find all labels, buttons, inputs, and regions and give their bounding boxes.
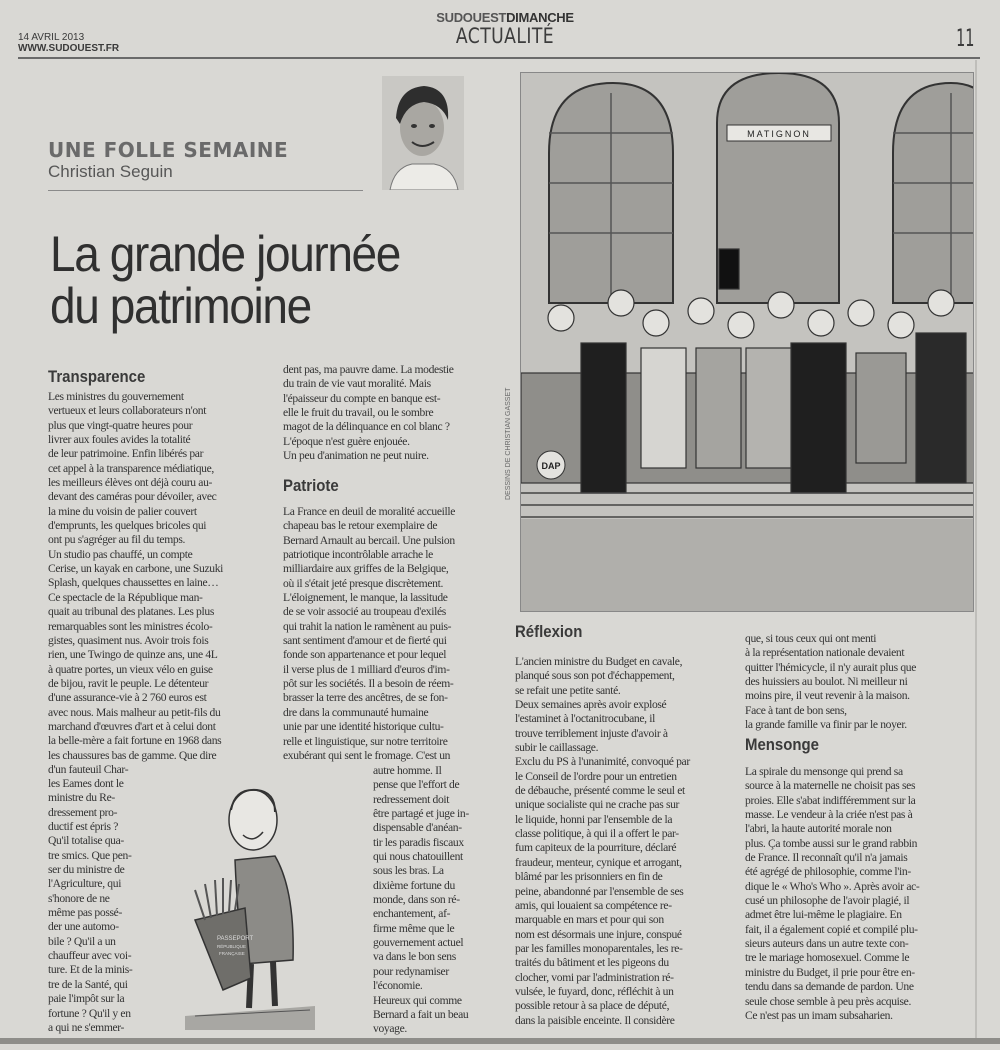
page-number: 11	[956, 24, 975, 52]
author-portrait	[382, 76, 464, 190]
section-body-patriote-narrow: autre homme. Il pense que l'effort de redressement doit être partagé et juge in- dispensable d'anéan- tir les paradis fiscaux qui nous chatouillent sous les bras. La dixième fortune du monde, dans son ré- enchantement, af- firme même que le gouvernement actuel va dans le bon sens pour redynamiser l'économie. Heureux qui comme Bernard a fait un beau voyage.	[373, 764, 469, 1036]
brand-bold: DIMANCHE	[506, 10, 574, 25]
dap-bag-label: DAP	[541, 461, 561, 471]
illustration-credit: DESSINS DE CHRISTIAN GASSET	[505, 387, 512, 500]
brand-light: SUDOUEST	[436, 10, 507, 25]
minister-caricature	[165, 780, 315, 1030]
newspaper-brand	[430, 10, 580, 25]
section-body-transparence: Les ministres du gouvernement vertueux et leurs collaborateurs n'ont plus que vingt-quatre heures pour livrer aux foules avides la totalité de leur patrimoine. Enfin libérés par cet appel à la transparence médiatique, les meilleurs élèves ont déjà couru au- devant des caméras pour dévoiler, avec la mine du voisin de palier couvert d'emprunts, les quelques bricoles qui ont pu s'agréger au fil du temps. Un studio pas chauffé, un compte Cerise, un kayak en carbone, une Suzuki Splash, quelques chaussettes en laine… Ce spectacle de la République man- quait au tribunal des platanes. Les plus remarquables sont les ministres écolo- gistes, quasiment nus. Avoir trois fois rien, une Twingo de quinze ans, une 4L à quatre portes, un vieux vélo en guise de bijou, ravit le peuple. Le détenteur d'une assurance-vie à 2 760 euros est avec nous. Mais malheur au petit-fils du marchand d'œuvres d'art et à celui dont la belle-mère a fait fortune en 1968 dans les chaussures bas de gamme. Que dire d'un fauteuil Char-	[48, 390, 224, 776]
masthead	[430, 10, 580, 47]
title-line-2: du patrimoine	[50, 278, 311, 334]
header-divider	[18, 57, 980, 59]
section-body-patriote: La France en deuil de moralité accueille chapeau bas le retour exemplaire de Bernard Arnault au bercail. Une pulsion patriotique incontrôlable arrache le milliardaire aux griffes de la Belgique, où il s'était jeté presque discrètement. L'éloignement, le manque, la lassitude de se voir associé au troupeau d'exilés qui trahit la nation le ramènent au puis- sant sentiment d'amour et de fierté qui fonde son appartenance et pour lequel il verse plus de 1 milliard d'euros d'im- pôt sur les sociétés. Il a besoin de réem- brasser la terre des ancêtres, de se fon- dre dans la communauté humaine unie par une identité historique cultu- relle et linguistique, sur notre territoire exubérant qui sent le fromage. C'est un	[283, 505, 456, 762]
section-body-reflexion: L'ancien ministre du Budget en cavale, planqué sous son pot d'échappement, se refait une petite santé. Deux semaines après avoir explosé l'estaminet à l'octanitrocubane, il trouve terriblement injuste d'avoir à subir le caillassage. Exclu du PS à l'unanimité, convoqué par le Conseil de l'ordre pour un entretien de débauche, présenté comme le seul et unique socialiste qui ne crache pas sur le liquide, honni par l'ensemble de la classe politique, à qui il a offert le par- fum capiteux de la pourriture, déclaré fraudeur, menteur, cynique et arrogant, blâmé par les prisonniers en fin de peine, abandonné par l'ensemble de ses amis, qui louaient sa compétence re- marquable en mars et pour qui son nom est désormais une injure, conspué par les familles monoparentales, les re- traités du bâtiment et les pigeons du clocher, vomi par l'administration ré- vulsée, le fuyard, donc, réfléchit à un possible retour à sa place de député, dans la paisible enceinte. Il considère	[515, 655, 690, 1027]
article-title	[50, 228, 400, 332]
footer-divider	[0, 1038, 1000, 1044]
section-body-transparence-continued: dent pas, ma pauvre dame. La modestie du train de vie vaut moralité. Mais l'épaisseur du compte en banque est- elle le fruit du travail, ou le sombre magot de la délinquance en col blanc ? L'époque n'est guère enjouée. Un peu d'animation ne peut nuire.	[283, 363, 454, 463]
author-name: Christian Seguin	[48, 162, 173, 181]
section-heading-transparence: Transparence	[48, 367, 146, 386]
passport-label: PASSEPORT	[217, 936, 254, 942]
website-link[interactable]: WWW.SUDOUEST.FR	[18, 43, 120, 54]
matignon-cartoon	[520, 72, 974, 612]
title-line-1: La grande journée	[50, 226, 400, 282]
section-name: ACTUALITÉ	[455, 24, 555, 48]
right-margin-rule	[975, 60, 977, 1040]
matignon-sign: MATIGNON	[747, 129, 811, 139]
section-heading-mensonge: Mensonge	[745, 735, 819, 754]
issue-date-block	[18, 32, 119, 54]
section-body-mensonge: La spirale du mensonge qui prend sa source à la maternelle ne choisit pas ses proies. Elle s'abat indifféremment sur la masse. Le vendeur à la criée n'est pas à l'abri, la haute autorité morale non plus. Ça tombe aussi sur le grand rabbin de France. Il reconnaît qu'il n'a jamais été agrégé de philosophie, comme l'in- dique le « Who's Who ». Après avoir ac- cusé un philosophe de l'avoir plagié, il admet être lui-même le plagiaire. En fait, il a également copié et compilé plu- sieurs auteurs dans un autre texte con- tre le mariage homosexuel. Comme le ministre du Budget, il prie pour être en- tendu dans sa demande de pardon. Une seule chose semble à peu près acquise. Ce n'est pas un imam subsaharien.	[745, 765, 920, 1022]
column-rubric: UNE FOLLE SEMAINE	[48, 138, 289, 162]
issue-date: 14 AVRIL 2013	[18, 32, 85, 43]
svg-text:RÉPUBLIQUE: RÉPUBLIQUE	[217, 944, 247, 949]
section-body-reflexion-continued: que, si tous ceux qui ont menti à la représentation nationale devaient quitter l'hémicycle, il n'y aurait plus que des huissiers au boulot. Ni meilleur ni moins pire, il veut revenir à la maison. Face à tant de bon sens, la grande famille va finir par le noyer.	[745, 632, 917, 732]
section-body-transparence-narrow: les Eames dont le ministre du Re- dressement pro- ductif est épris ? Qu'il totalise qua- tre smics. Que pen- ser du ministre de l'Agriculture, qui s'honore de ne même pas possé- der une automo- bile ? Qu'il a un chauffeur avec voi- ture. Et de la minis- tre de la Santé, qui paie l'impôt sur la fortune ? Qu'il y en a qui ne s'emmer-	[48, 777, 133, 1034]
svg-text:FRANÇAISE: FRANÇAISE	[219, 951, 245, 956]
section-heading-patriote: Patriote	[283, 476, 339, 495]
rubric-divider	[48, 190, 363, 191]
section-heading-reflexion: Réflexion	[515, 622, 583, 641]
